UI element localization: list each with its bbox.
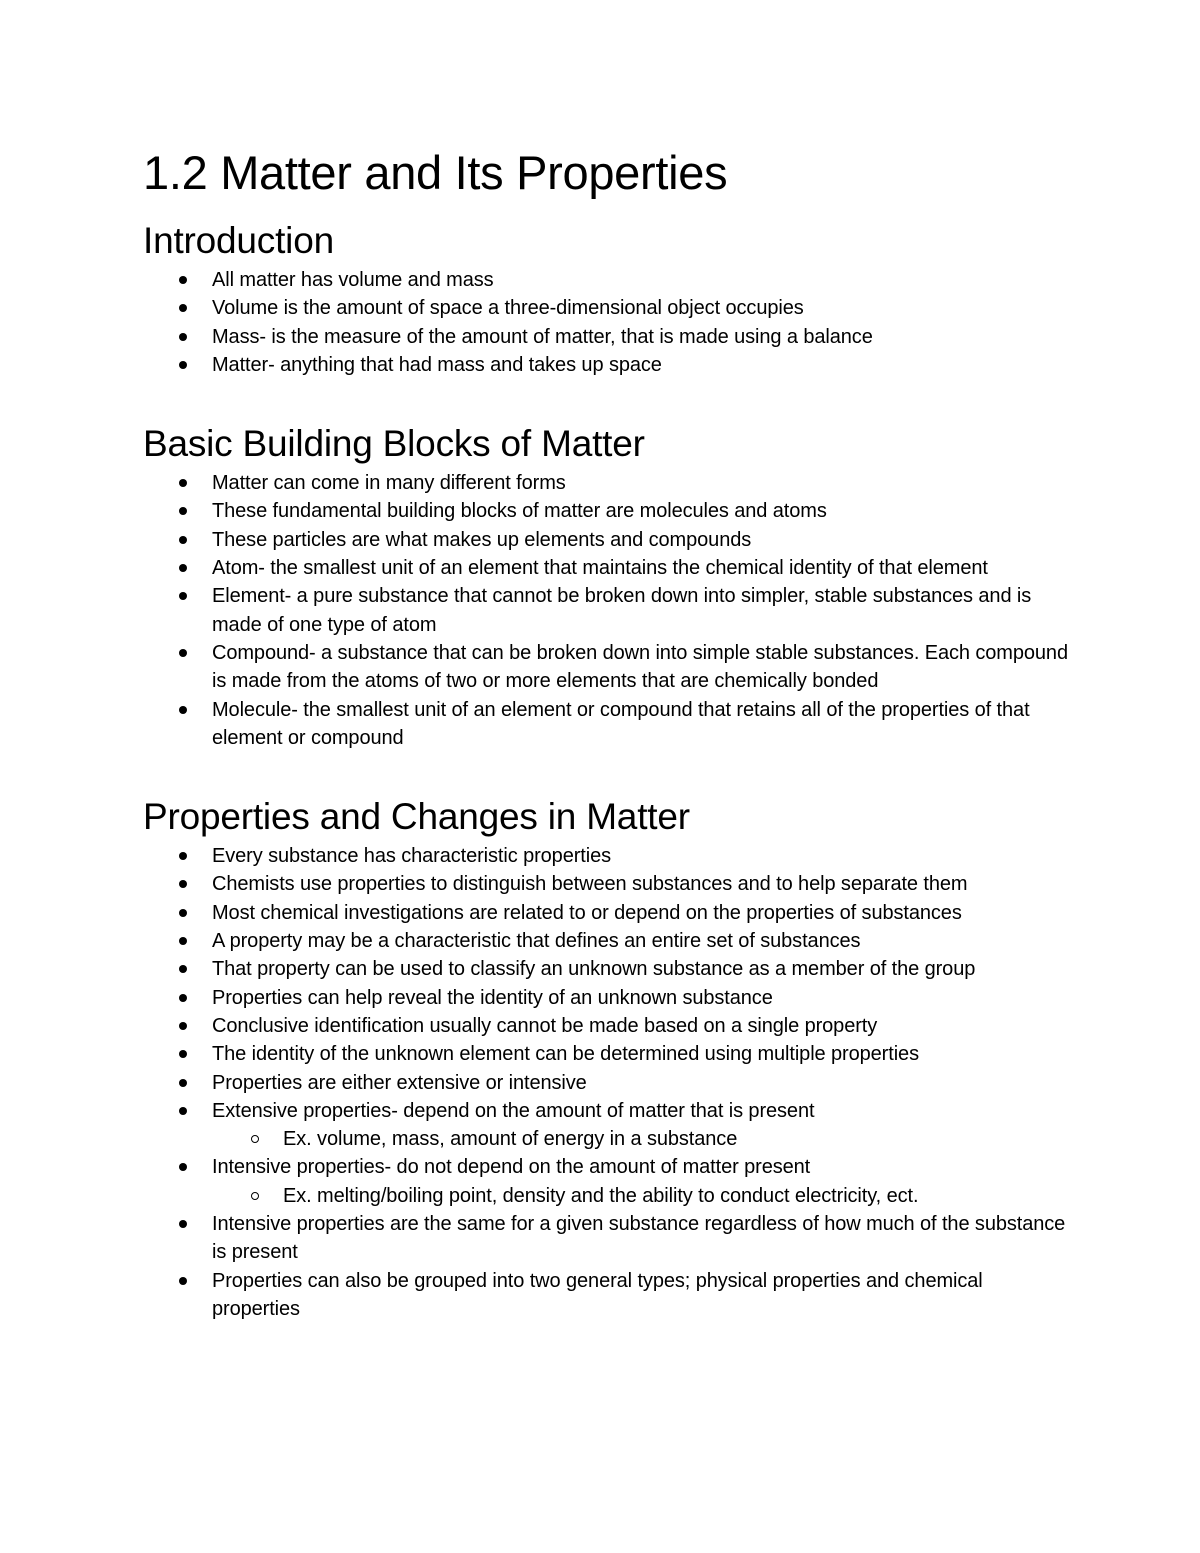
list-item-text: Mass- is the measure of the amount of matter, that is made using a balance (212, 325, 873, 348)
introduction-list (143, 266, 1073, 379)
basic-building-blocks-list (143, 469, 1073, 752)
intensive-examples-list (212, 1182, 1073, 1210)
list-item (143, 469, 1073, 497)
list-item-text: These particles are what makes up elements and compounds (212, 528, 752, 551)
list-item (143, 1210, 1073, 1267)
list-item-text: Matter can come in many different forms (212, 472, 566, 495)
bullet-icon (179, 1277, 187, 1285)
bullet-icon (179, 1107, 187, 1115)
list-item-text: Intensive properties are the same for a given substance regardless of how much of the substance is present (212, 1213, 1066, 1264)
list-item (143, 984, 1073, 1012)
list-item (143, 1069, 1073, 1097)
list-item-text: Extensive properties- depend on the amount of matter that is present (212, 1099, 815, 1122)
list-item (143, 351, 1073, 379)
list-item (143, 842, 1073, 870)
bullet-icon (179, 276, 187, 284)
list-item (143, 696, 1073, 753)
list-item-text: Intensive properties- do not depend on the amount of matter present (212, 1156, 811, 1179)
list-item (143, 582, 1073, 639)
bullet-icon (179, 1163, 187, 1171)
hollow-bullet-icon (251, 1135, 259, 1143)
list-item-text: Conclusive identification usually cannot be made based on a single property (212, 1014, 878, 1037)
list-item-text: A property may be a characteristic that defines an entire set of substances (212, 930, 861, 953)
list-item-text: These fundamental building blocks of matter are molecules and atoms (212, 500, 827, 523)
bullet-icon (179, 507, 187, 515)
sub-list-item (143, 1182, 1073, 1210)
bullet-icon (179, 1050, 187, 1058)
list-item-text: All matter has volume and mass (212, 269, 494, 291)
list-item-text: The identity of the unknown element can be determined using multiple properties (212, 1043, 919, 1066)
list-item (143, 899, 1073, 927)
list-item (143, 927, 1073, 955)
bullet-icon (179, 479, 187, 487)
list-item (143, 497, 1073, 525)
list-item (143, 1040, 1073, 1068)
bullet-icon (179, 1220, 187, 1228)
list-item (143, 1153, 1073, 1210)
properties-changes-list (143, 842, 1073, 1323)
list-item-text: Chemists use properties to distinguish between substances and to help separate them (212, 873, 968, 896)
list-item-text: Volume is the amount of space a three-dimensional object occupies (212, 297, 804, 320)
list-item-text: Every substance has characteristic properties (212, 845, 612, 868)
list-item-text: Molecule- the smallest unit of an element or compound that retains all of the properties of that element or compound (212, 698, 1030, 749)
list-item (143, 870, 1073, 898)
bullet-icon (179, 564, 187, 572)
sub-list-item-text: Ex. melting/boiling point, density and the ability to conduct electricity, ect. (283, 1184, 919, 1207)
section-heading-basic-building-blocks: Basic Building Blocks of Matter (143, 423, 645, 465)
list-item (143, 1012, 1073, 1040)
bullet-icon (179, 706, 187, 714)
bullet-icon (179, 909, 187, 917)
list-item-text: Atom- the smallest unit of an element that maintains the chemical identity of that element (212, 557, 988, 580)
list-item (143, 294, 1073, 322)
bullet-icon (179, 333, 187, 341)
list-item (143, 955, 1073, 983)
bullet-icon (179, 1079, 187, 1087)
document-page (143, 140, 1073, 1323)
list-item-text: Properties are either extensive or intensive (212, 1071, 587, 1094)
hollow-bullet-icon (251, 1192, 259, 1200)
bullet-icon (179, 880, 187, 888)
list-item (143, 526, 1073, 554)
bullet-icon (179, 304, 187, 312)
bullet-icon (179, 649, 187, 657)
bullet-icon (179, 937, 187, 945)
sub-list-item-text: Ex. volume, mass, amount of energy in a substance (283, 1128, 738, 1151)
bullet-icon (179, 1022, 187, 1030)
list-item-text: That property can be used to classify an unknown substance as a member of the group (212, 958, 976, 981)
sub-list-item (143, 1125, 1073, 1153)
list-item (143, 266, 1073, 294)
list-item-text: Matter- anything that had mass and takes up space (212, 353, 662, 376)
bullet-icon (179, 965, 187, 973)
list-item (143, 1097, 1073, 1154)
bullet-icon (179, 994, 187, 1002)
list-item-text: Element- a pure substance that cannot be broken down into simpler, stable substances and is made of one type of atom (212, 585, 1032, 636)
list-item (143, 639, 1073, 696)
bullet-icon (179, 592, 187, 600)
extensive-examples-list (212, 1125, 1073, 1153)
page-title: 1.2 Matter and Its Properties (143, 146, 728, 199)
list-item-text: Most chemical investigations are related to or depend on the properties of substances (212, 901, 962, 924)
section-heading-properties-changes: Properties and Changes in Matter (143, 796, 690, 838)
bullet-icon (179, 536, 187, 544)
list-item (143, 1267, 1073, 1324)
list-item-text: Properties can also be grouped into two general types; physical properties and chemical properties (212, 1269, 983, 1320)
list-item-text: Compound- a substance that can be broken down into simple stable substances. Each compound is made from the atoms of two or more elements that are chemically bonded (212, 641, 1068, 693)
bullet-icon (179, 852, 187, 860)
list-item (143, 323, 1073, 351)
bullet-icon (179, 361, 187, 369)
section-heading-introduction: Introduction (143, 220, 334, 261)
list-item (143, 554, 1073, 582)
list-item-text: Properties can help reveal the identity of an unknown substance (212, 986, 773, 1009)
